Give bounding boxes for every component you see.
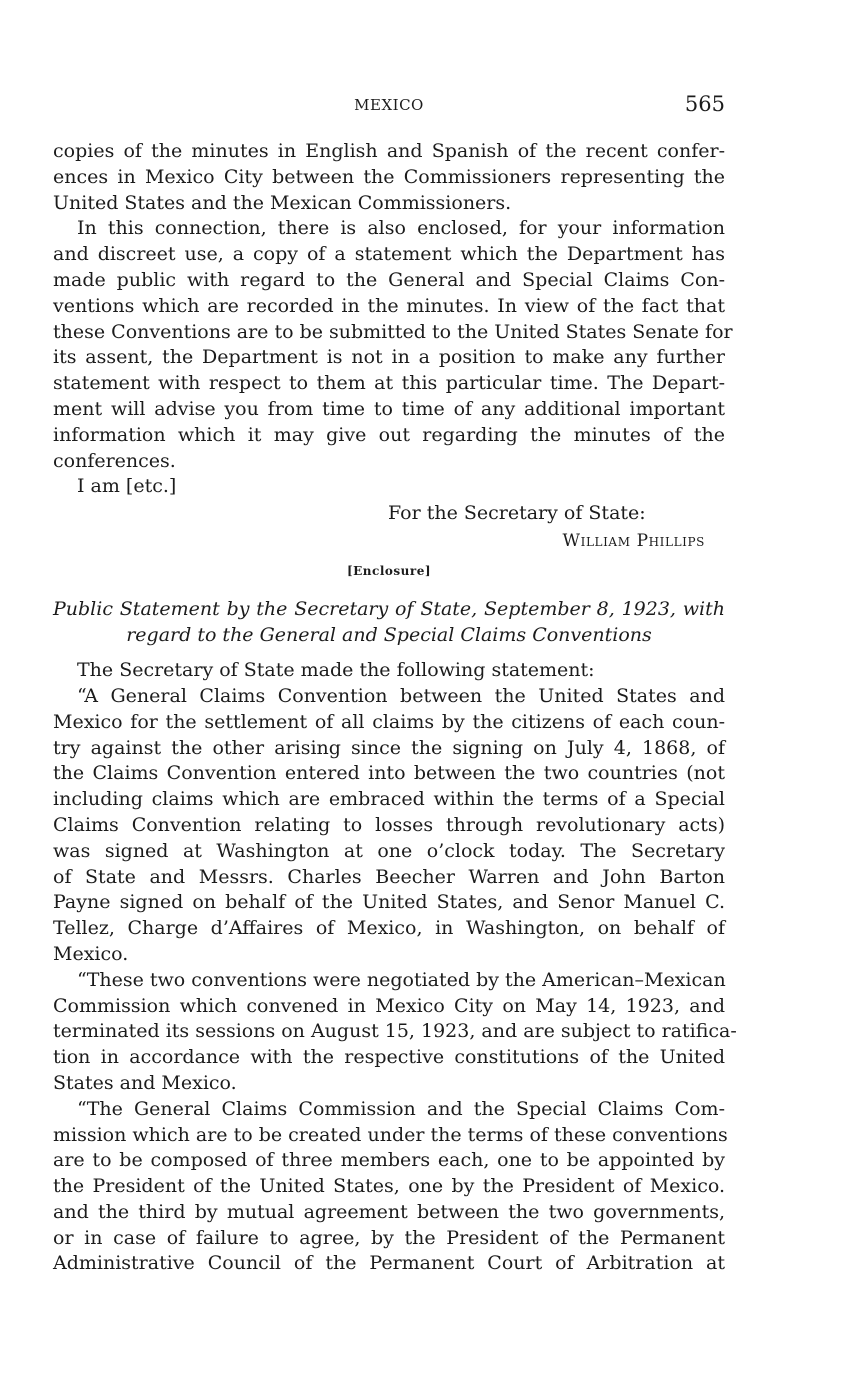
text-line: statement with respect to them at this particular time. The Depart- bbox=[53, 372, 725, 395]
statement-paragraph-3 bbox=[53, 1097, 728, 1278]
closing-line: I am [etc.] bbox=[77, 475, 177, 498]
text-line: made public with regard to the General and Special Claims Con- bbox=[53, 268, 725, 291]
text-line: Claims Convention relating to losses through revolutionary acts) bbox=[53, 813, 725, 836]
text-line: are to be composed of three members each, one to be appointed by bbox=[53, 1149, 725, 1172]
text-line: “The General Claims Commission and the Special Claims Com- bbox=[77, 1097, 725, 1120]
running-head: MEXICO bbox=[354, 96, 424, 114]
text-line: Mexico for the settlement of all claims by the citizens of each coun- bbox=[53, 710, 725, 733]
text-line: was signed at Washington at one o’clock today. The Secretary bbox=[53, 839, 725, 862]
text-line: Payne signed on behalf of the United States, and Senor Manuel C. bbox=[53, 891, 725, 914]
statement-paragraph-2 bbox=[53, 968, 737, 1097]
signature-block bbox=[53, 500, 725, 556]
text-line: of State and Messrs. Charles Beecher Warren and John Barton bbox=[53, 865, 725, 888]
text-line: Commission which convened in Mexico City on May 14, 1923, and bbox=[53, 994, 725, 1017]
text-line: terminated its sessions on August 15, 1923, and are subject to ratifica- bbox=[53, 1020, 737, 1043]
statement-intro: The Secretary of State made the following statement: bbox=[77, 659, 595, 682]
signature-line: For the Secretary of State: bbox=[388, 502, 646, 525]
text-line: these Conventions are to be submitted to the United States Senate for bbox=[53, 320, 733, 343]
text-line: mission which are to be created under the terms of these conventions bbox=[53, 1123, 728, 1146]
text-line: conferences. bbox=[53, 449, 176, 472]
title-line: regard to the General and Special Claims Conventions bbox=[126, 624, 652, 647]
text-line: ment will advise you from time to time of any additional important bbox=[53, 397, 725, 420]
text-line: or in case of failure to agree, by the President of the Permanent bbox=[53, 1226, 725, 1249]
text-line: copies of the minutes in English and Spanish of the recent confer- bbox=[53, 140, 725, 162]
text-line: “A General Claims Convention between the United States and bbox=[77, 684, 725, 707]
signatory-name: William Phillips bbox=[562, 531, 705, 552]
text-line: try against the other arising since the signing on July 4, 1868, of bbox=[53, 736, 725, 759]
text-line: and discreet use, a copy of a statement which the Department has bbox=[53, 243, 725, 266]
page-header bbox=[53, 92, 725, 122]
text-line: Administrative Council of the Permanent Court of Arbitration at bbox=[53, 1252, 725, 1275]
text-line: Tellez, Charge d’Affaires of Mexico, in Washington, on behalf of bbox=[53, 917, 725, 940]
body-text bbox=[53, 139, 737, 1277]
text-line: United States and the Mexican Commissioners. bbox=[53, 191, 512, 214]
text-line: information which it may give out regarding the minutes of the bbox=[53, 423, 725, 446]
text-line: tion in accordance with the respective constitutions of the United bbox=[53, 1046, 725, 1069]
paragraph-continuation bbox=[53, 139, 725, 216]
text-line: States and Mexico. bbox=[53, 1071, 237, 1094]
statement-title bbox=[53, 596, 725, 648]
statement-paragraph-1 bbox=[53, 684, 725, 968]
text-line: Mexico. bbox=[53, 942, 129, 965]
text-line: In this connection, there is also enclosed, for your information bbox=[77, 217, 725, 240]
text-line: ences in Mexico City between the Commissioners representing the bbox=[53, 165, 725, 188]
enclosure-label: [Enclosure] bbox=[346, 564, 432, 579]
page-number: 565 bbox=[684, 92, 725, 116]
text-line: including claims which are embraced within the terms of a Special bbox=[53, 788, 725, 811]
text-line: the President of the United States, one by the President of Mexico. bbox=[53, 1175, 725, 1198]
text-line: and the third by mutual agreement between the two governments, bbox=[53, 1200, 725, 1223]
text-line: ventions which are recorded in the minutes. In view of the fact that bbox=[53, 294, 725, 317]
text-line: the Claims Convention entered into between the two countries (not bbox=[53, 762, 725, 785]
paragraph-enclosure-note bbox=[53, 216, 733, 474]
text-line: its assent, the Department is not in a position to make any further bbox=[53, 346, 725, 369]
title-line: Public Statement by the Secretary of State, September 8, 1923, with bbox=[53, 598, 725, 621]
text-line: “These two conventions were negotiated by the American–Mexican bbox=[77, 968, 726, 991]
